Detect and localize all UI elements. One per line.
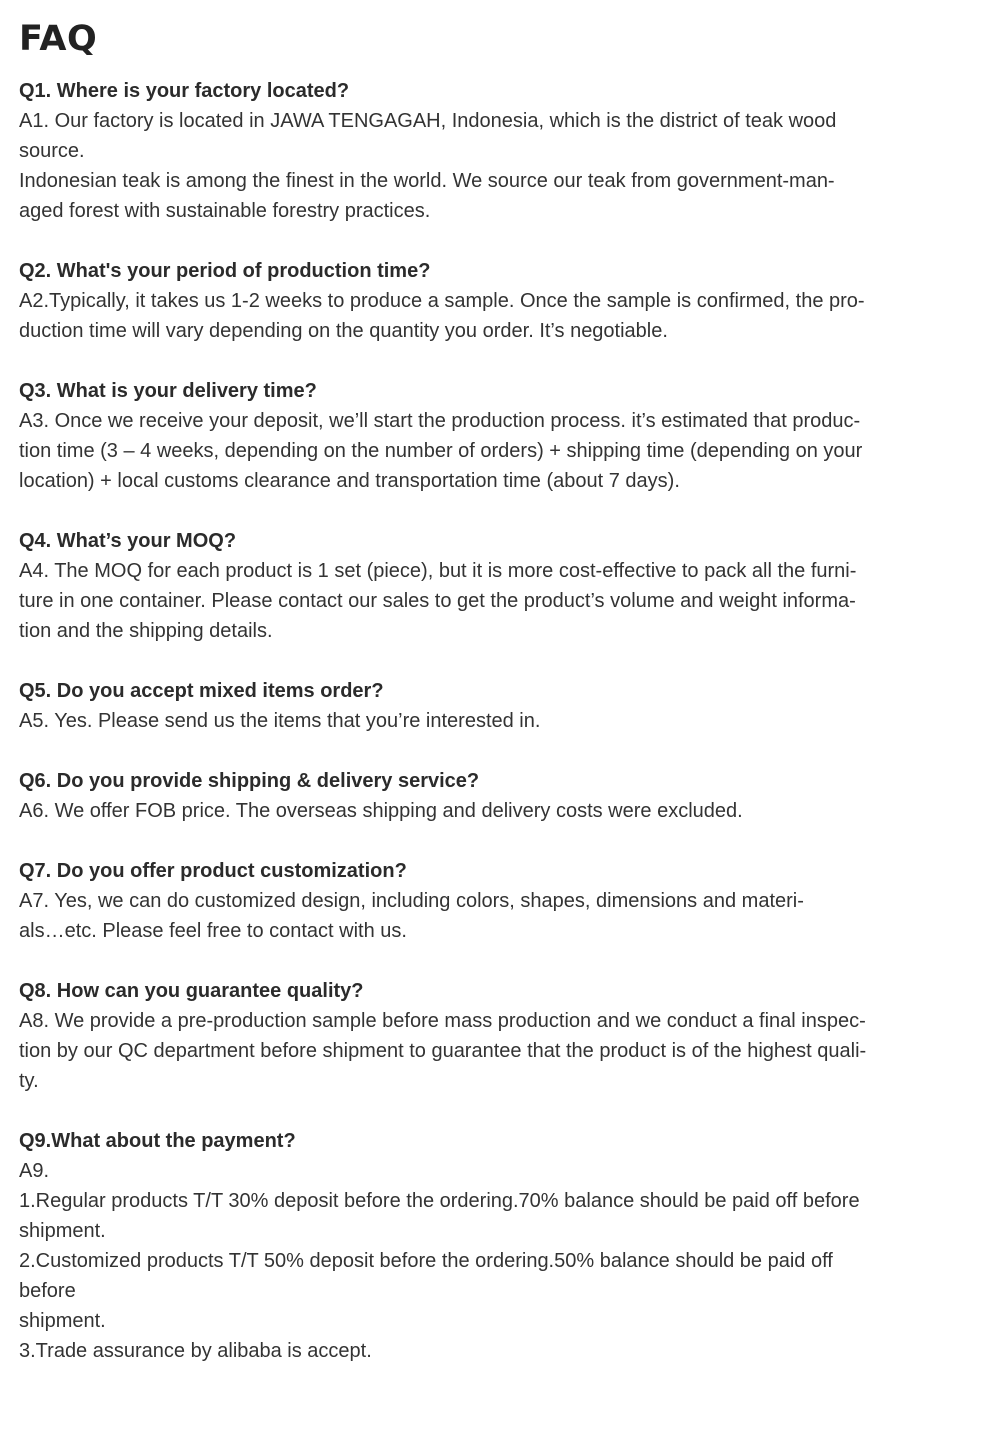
page-title: FAQ	[19, 19, 98, 59]
faq-page	[19, 18, 969, 1396]
faq-answer-line: location) + local customs clearance and transportation time (about 7 days).	[19, 470, 680, 492]
faq-question: Q7. Do you offer product customization?	[19, 860, 407, 882]
faq-answer-line: als…etc. Please feel free to contact with us.	[19, 920, 407, 942]
faq-answer-line: shipment.	[19, 1220, 106, 1242]
faq-answer-line: A3. Once we receive your deposit, we’ll start the production process. it’s estimated that produc-	[19, 410, 861, 432]
faq-answer-line: ty.	[19, 1070, 39, 1092]
faq-question: Q5. Do you accept mixed items order?	[19, 680, 384, 702]
faq-answer-line: tion and the shipping details.	[19, 620, 273, 642]
faq-answer-line: A8. We provide a pre-production sample before mass production and we conduct a final inspec-	[19, 1010, 866, 1032]
faq-item-q5	[19, 676, 969, 736]
faq-question: Q3. What is your delivery time?	[19, 380, 317, 402]
faq-answer-line: A4. The MOQ for each product is 1 set (piece), but it is more cost-effective to pack all the furni-	[19, 560, 857, 582]
faq-answer-line: aged forest with sustainable forestry practices.	[19, 200, 431, 222]
faq-item-q6	[19, 766, 969, 826]
faq-answer-line: A1. Our factory is located in JAWA TENGAGAH, Indonesia, which is the district of teak wood	[19, 110, 837, 132]
faq-answer-line: A2.Typically, it takes us 1-2 weeks to produce a sample. Once the sample is confirmed, the pro-	[19, 290, 865, 312]
faq-question: Q4. What’s your MOQ?	[19, 530, 237, 552]
faq-answer-line: duction time will vary depending on the quantity you order. It’s negotiable.	[19, 320, 668, 342]
faq-item-q9	[19, 1126, 969, 1366]
faq-answer-line: ture in one container. Please contact our sales to get the product’s volume and weight informa-	[19, 590, 856, 612]
faq-answer-line: Indonesian teak is among the finest in the world. We source our teak from government-man-	[19, 170, 835, 192]
faq-item-q7	[19, 856, 969, 946]
faq-list	[19, 76, 969, 1366]
faq-question: Q8. How can you guarantee quality?	[19, 980, 364, 1002]
faq-answer-line: A5. Yes. Please send us the items that you’re interested in.	[19, 710, 541, 732]
faq-answer-line: tion time (3 – 4 weeks, depending on the number of orders) + shipping time (depending on your	[19, 440, 863, 462]
faq-answer-line: A7. Yes, we can do customized design, including colors, shapes, dimensions and materi-	[19, 890, 804, 912]
faq-answer-line: A9.	[19, 1160, 50, 1182]
faq-item-q4	[19, 526, 969, 646]
faq-question: Q2. What's your period of production time?	[19, 260, 431, 282]
faq-answer-line: 3.Trade assurance by alibaba is accept.	[19, 1340, 372, 1362]
faq-item-q8	[19, 976, 969, 1096]
faq-answer-line: 2.Customized products T/T 50% deposit before the ordering.50% balance should be paid off	[19, 1250, 833, 1272]
faq-question: Q6. Do you provide shipping & delivery service?	[19, 770, 480, 792]
faq-item-q3	[19, 376, 969, 496]
faq-item-q1	[19, 76, 969, 226]
faq-question: Q9.What about the payment?	[19, 1130, 296, 1152]
faq-question: Q1. Where is your factory located?	[19, 80, 350, 102]
faq-answer-line: before	[19, 1280, 76, 1302]
faq-answer-line: source.	[19, 140, 85, 162]
faq-item-q2	[19, 256, 969, 346]
faq-answer-line: A6. We offer FOB price. The overseas shipping and delivery costs were excluded.	[19, 800, 743, 822]
faq-answer-line: tion by our QC department before shipment to guarantee that the product is of the highest quali-	[19, 1040, 867, 1062]
faq-answer-line: shipment.	[19, 1310, 106, 1332]
faq-answer-line: 1.Regular products T/T 30% deposit before the ordering.70% balance should be paid off before	[19, 1190, 860, 1212]
